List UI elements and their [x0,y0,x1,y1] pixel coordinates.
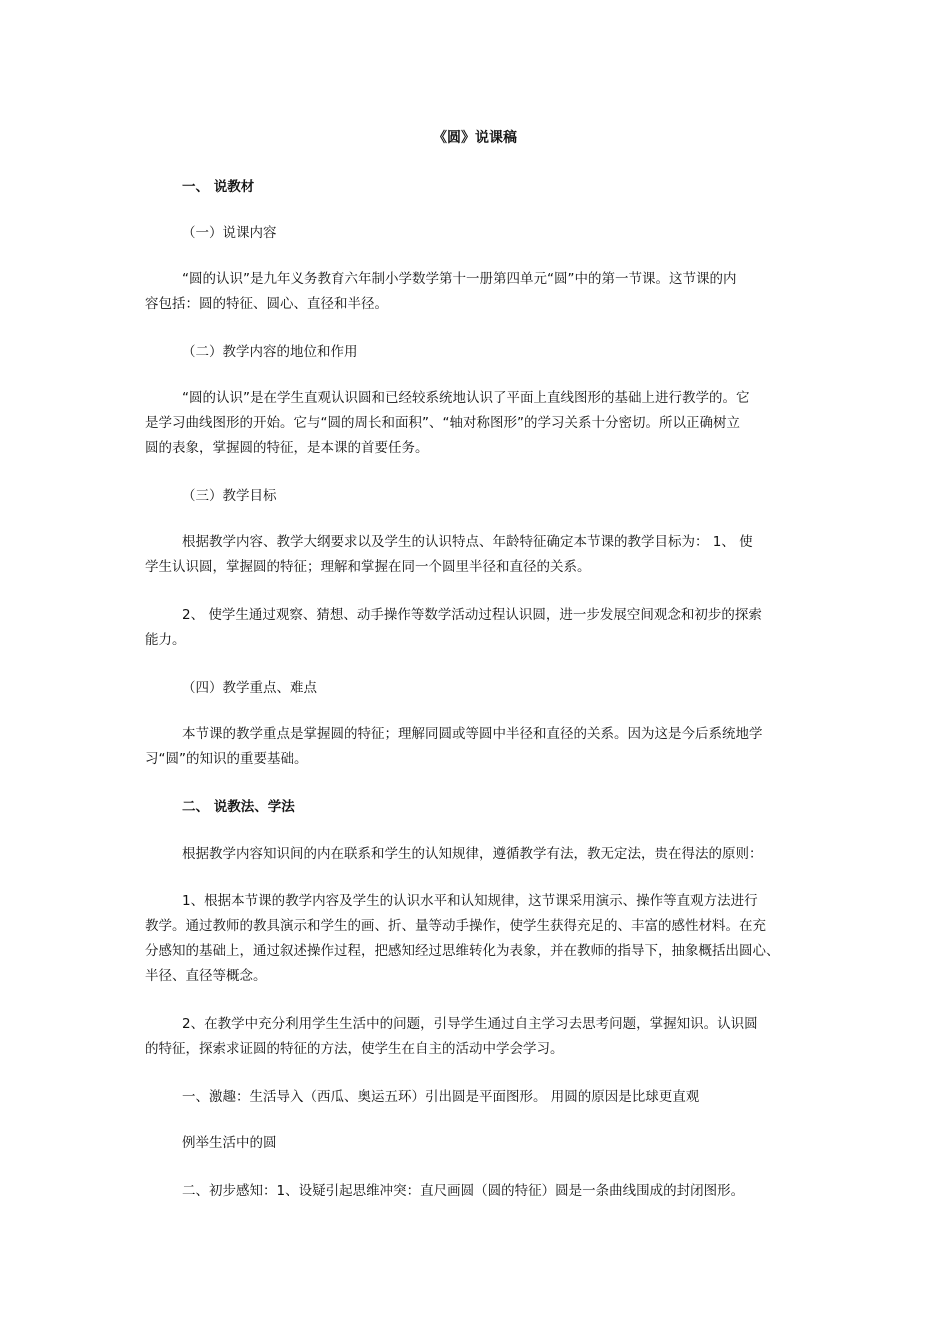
page-title: 《圆》说课稿 [433,130,517,146]
paragraph-line: 圆的表象，掌握圆的特征，是本课的首要任务。 [145,440,429,456]
paragraph-line: 是学习曲线图形的开始。它与“圆的周长和面积”、“轴对称图形”的学习关系十分密切。所以正确树立 [145,415,740,431]
paragraph-line: 2、 使学生通过观察、猜想、动手操作等数学活动过程认识圆，进一步发展空间观念和初步的探索 [182,607,762,623]
paragraph-line: 2、在教学中充分利用学生生活中的问题，引导学生通过自主学习去思考问题，掌握知识。认识圆 [182,1016,758,1032]
paragraph-line: 二、初步感知：1、设疑引起思维冲突：直尺画圆（圆的特征）圆是一条曲线围成的封闭图形。 [182,1183,745,1199]
paragraph-line: 本节课的教学重点是掌握圆的特征；理解同圆或等圆中半径和直径的关系。因为这是今后系统地学 [182,726,763,742]
paragraph-line: 的特征，探索求证圆的特征的方法，使学生在自主的活动中学会学习。 [145,1041,564,1057]
paragraph-line: 学生认识圆，掌握圆的特征；理解和掌握在同一个圆里半径和直径的关系。 [145,559,591,575]
subsection-heading-1: （一）说课内容 [182,225,277,241]
paragraph-line: 容包括：圆的特征、圆心、直径和半径。 [145,296,388,312]
paragraph-line: 1、根据本节课的教学内容及学生的认识水平和认知规律，这节课采用演示、操作等直观方法进行 [182,893,758,909]
paragraph-line: 教学。通过教师的教具演示和学生的画、折、量等动手操作，使学生获得充足的、丰富的感性材料。在充 [145,918,766,934]
subsection-heading-3: （三）教学目标 [182,488,277,504]
section-heading-1: 一、 说教材 [182,179,255,195]
paragraph-line: “圆的认识”是九年义务教育六年制小学数学第十一册第四单元“圆”中的第一节课。这节课的内 [182,271,737,287]
paragraph-line: 能力。 [145,632,186,648]
paragraph-line: 习“圆”的知识的重要基础。 [145,751,308,767]
paragraph-line: 半径、直径等概念。 [145,968,267,984]
paragraph-line: “圆的认识”是在学生直观认识圆和已经较系统地认识了平面上直线图形的基础上进行教学的。它 [182,390,750,406]
paragraph-line: 一、激趣：生活导入（西瓜、奥运五环）引出圆是平面图形。 用圆的原因是比球更直观 [182,1089,700,1105]
paragraph-line: 根据教学内容、教学大纲要求以及学生的认识特点、年龄特征确定本节课的教学目标为： 1、 使 [182,534,753,550]
section-heading-2: 二、 说教法、学法 [182,799,295,815]
paragraph-line: 根据教学内容知识间的内在联系和学生的认知规律，遵循教学有法，教无定法，贵在得法的原则： [182,846,763,862]
subsection-heading-4: （四）教学重点、难点 [182,680,317,696]
subsection-heading-2: （二）教学内容的地位和作用 [182,344,358,360]
paragraph-line: 分感知的基础上，通过叙述操作过程，把感知经过思维转化为表象，并在教师的指导下，抽象概括出圆心、 [145,943,780,959]
paragraph-line: 例举生活中的圆 [182,1135,277,1151]
